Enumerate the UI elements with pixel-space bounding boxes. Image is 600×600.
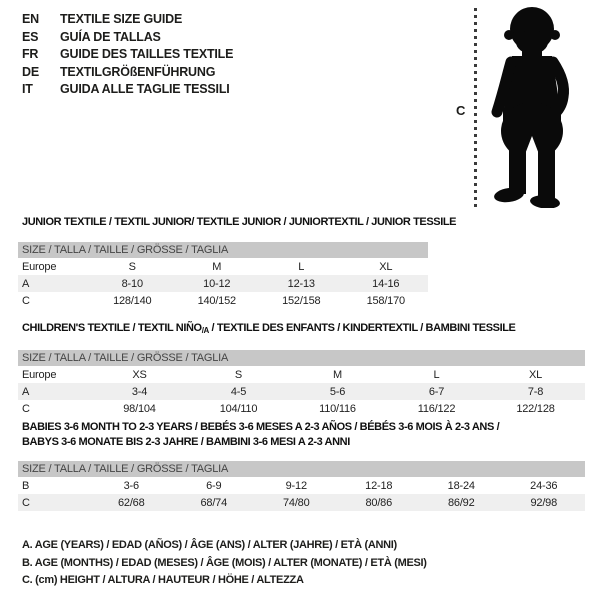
language-label: TEXTILGRÖßENFÜHRUNG — [60, 64, 216, 79]
language-code: DE — [22, 64, 39, 79]
table-cell: 24-36 — [530, 479, 558, 492]
size-header-bar: SIZE / TALLA / TAILLE / GRÖSSE / TAGLIA — [18, 461, 585, 477]
table-cell: 12-18 — [365, 479, 393, 492]
table-cell: 128/140 — [113, 294, 152, 307]
table-cell: 4-5 — [189, 383, 288, 400]
language-code: IT — [22, 82, 33, 96]
table-cell: 3-4 — [90, 383, 189, 400]
language-label: GUÍA DE TALLAS — [60, 29, 161, 44]
table-cell: L — [298, 260, 305, 273]
table-row — [18, 477, 585, 494]
table-cell: 6-9 — [206, 479, 222, 492]
language-label: TEXTILE SIZE GUIDE — [60, 12, 183, 26]
title-subscript: /A — [201, 326, 209, 335]
junior-table-title: JUNIOR TEXTILE / TEXTIL JUNIOR/ TEXTILE JUNIOR / JUNIORTEXTIL / JUNIOR TESSILE — [22, 216, 457, 228]
language-row — [22, 11, 233, 29]
babies-size-table — [18, 477, 585, 511]
table-cell: 140/152 — [197, 294, 236, 307]
height-figure — [440, 0, 600, 215]
table-cell: 8-10 — [90, 275, 175, 292]
language-row — [22, 46, 233, 64]
table-cell: 152/158 — [282, 294, 321, 307]
table-cell: 104/110 — [219, 402, 258, 415]
junior-size-table — [18, 258, 428, 309]
table-cell: XL — [528, 368, 543, 381]
legend — [22, 537, 427, 590]
table-cell: 74/80 — [255, 494, 338, 511]
language-row — [22, 64, 233, 82]
table-cell: 158/170 — [366, 294, 405, 307]
table-row — [18, 258, 428, 275]
table-cell: 86/92 — [420, 494, 503, 511]
table-cell: XL — [379, 260, 393, 273]
table-cell: L — [433, 368, 440, 381]
language-row — [22, 81, 233, 99]
language-code: ES — [22, 29, 39, 44]
legend-item-age-months: B. AGE (MONTHS) / EDAD (MESES) / ÂGE (MOIS) / ALTER (MONATE) / ETÀ (MESI) — [22, 556, 427, 569]
table-cell: 116/122 — [417, 402, 456, 415]
title-line: BABYS 3-6 MONATE BIS 2-3 JAHRE / BAMBINI 3-6 MESI A 2-3 ANNI — [22, 435, 350, 448]
table-cell: 9-12 — [285, 479, 307, 492]
babies-table-title — [18, 420, 585, 449]
language-label: GUIDA ALLE TAGLIE TESSILI — [60, 82, 230, 96]
size-header-bar: SIZE / TALLA / TAILLE / GRÖSSE / TAGLIA — [18, 242, 428, 258]
table-cell: A — [18, 383, 90, 400]
table-row — [18, 494, 585, 511]
language-list — [22, 11, 233, 99]
table-cell: Europe — [22, 368, 57, 381]
table-cell: M — [212, 260, 222, 273]
legend-item-age-years: A. AGE (YEARS) / EDAD (AÑOS) / ÂGE (ANS) / ALTER (JAHRE) / ETÀ (ANNI) — [22, 539, 397, 551]
table-cell: S — [234, 368, 243, 381]
junior-table-section — [18, 216, 457, 309]
table-cell: 12-13 — [259, 275, 344, 292]
table-cell: B — [22, 479, 30, 492]
table-cell: 5-6 — [288, 383, 387, 400]
table-cell: 80/86 — [338, 494, 421, 511]
legend-item-height: C. (cm) HEIGHT / ALTURA / HAUTEUR / HÖHE / ALTEZZA — [22, 574, 304, 586]
height-measure-line — [474, 8, 477, 210]
language-row — [22, 29, 233, 47]
table-cell: S — [128, 260, 136, 273]
language-code: FR — [22, 47, 39, 61]
table-cell: 18-24 — [447, 479, 475, 492]
table-cell: C — [18, 494, 90, 511]
language-label: GUIDE DES TAILLES TEXTILE — [60, 47, 234, 61]
table-cell: 62/68 — [90, 494, 173, 511]
children-size-table — [18, 366, 585, 417]
table-cell: 122/128 — [516, 402, 555, 415]
table-cell: 10-12 — [175, 275, 260, 292]
table-row — [18, 275, 428, 292]
size-header-bar: SIZE / TALLA / TAILLE / GRÖSSE / TAGLIA — [18, 350, 585, 366]
height-measure-label: C — [456, 103, 466, 118]
table-cell: Europe — [22, 260, 57, 273]
table-row — [18, 292, 428, 309]
table-row — [18, 383, 585, 400]
table-cell: 3-6 — [123, 479, 139, 492]
table-cell: 6-7 — [387, 383, 486, 400]
title-line: BABIES 3-6 MONTH TO 2-3 YEARS / BEBÉS 3-6 MESES A 2-3 AÑOS / BÉBÉS 3-6 MOIS À 2-3 ANS / — [22, 421, 500, 433]
baby-silhouette-icon — [482, 4, 594, 208]
babies-table-section — [18, 420, 585, 511]
table-cell: M — [333, 368, 342, 381]
title-text: CHILDREN'S TEXTILE / TEXTIL NIÑO — [22, 322, 202, 334]
table-cell: 110/116 — [319, 402, 356, 415]
table-row — [18, 400, 585, 417]
children-table-title — [18, 322, 585, 337]
title-text: / TEXTILE DES ENFANTS / KINDERTEXTIL / BAMBINI TESSILE — [208, 322, 516, 334]
language-code: EN — [22, 12, 39, 26]
table-cell: 7-8 — [486, 383, 585, 400]
table-cell: C — [22, 294, 30, 307]
table-cell: 98/104 — [123, 402, 156, 415]
table-cell: 68/74 — [173, 494, 256, 511]
table-row — [18, 366, 585, 383]
table-cell: C — [22, 402, 30, 415]
table-cell: 92/98 — [503, 494, 586, 511]
table-cell: A — [18, 275, 90, 292]
table-cell: 14-16 — [344, 275, 429, 292]
table-cell: XS — [132, 368, 147, 381]
children-table-section — [18, 322, 585, 417]
